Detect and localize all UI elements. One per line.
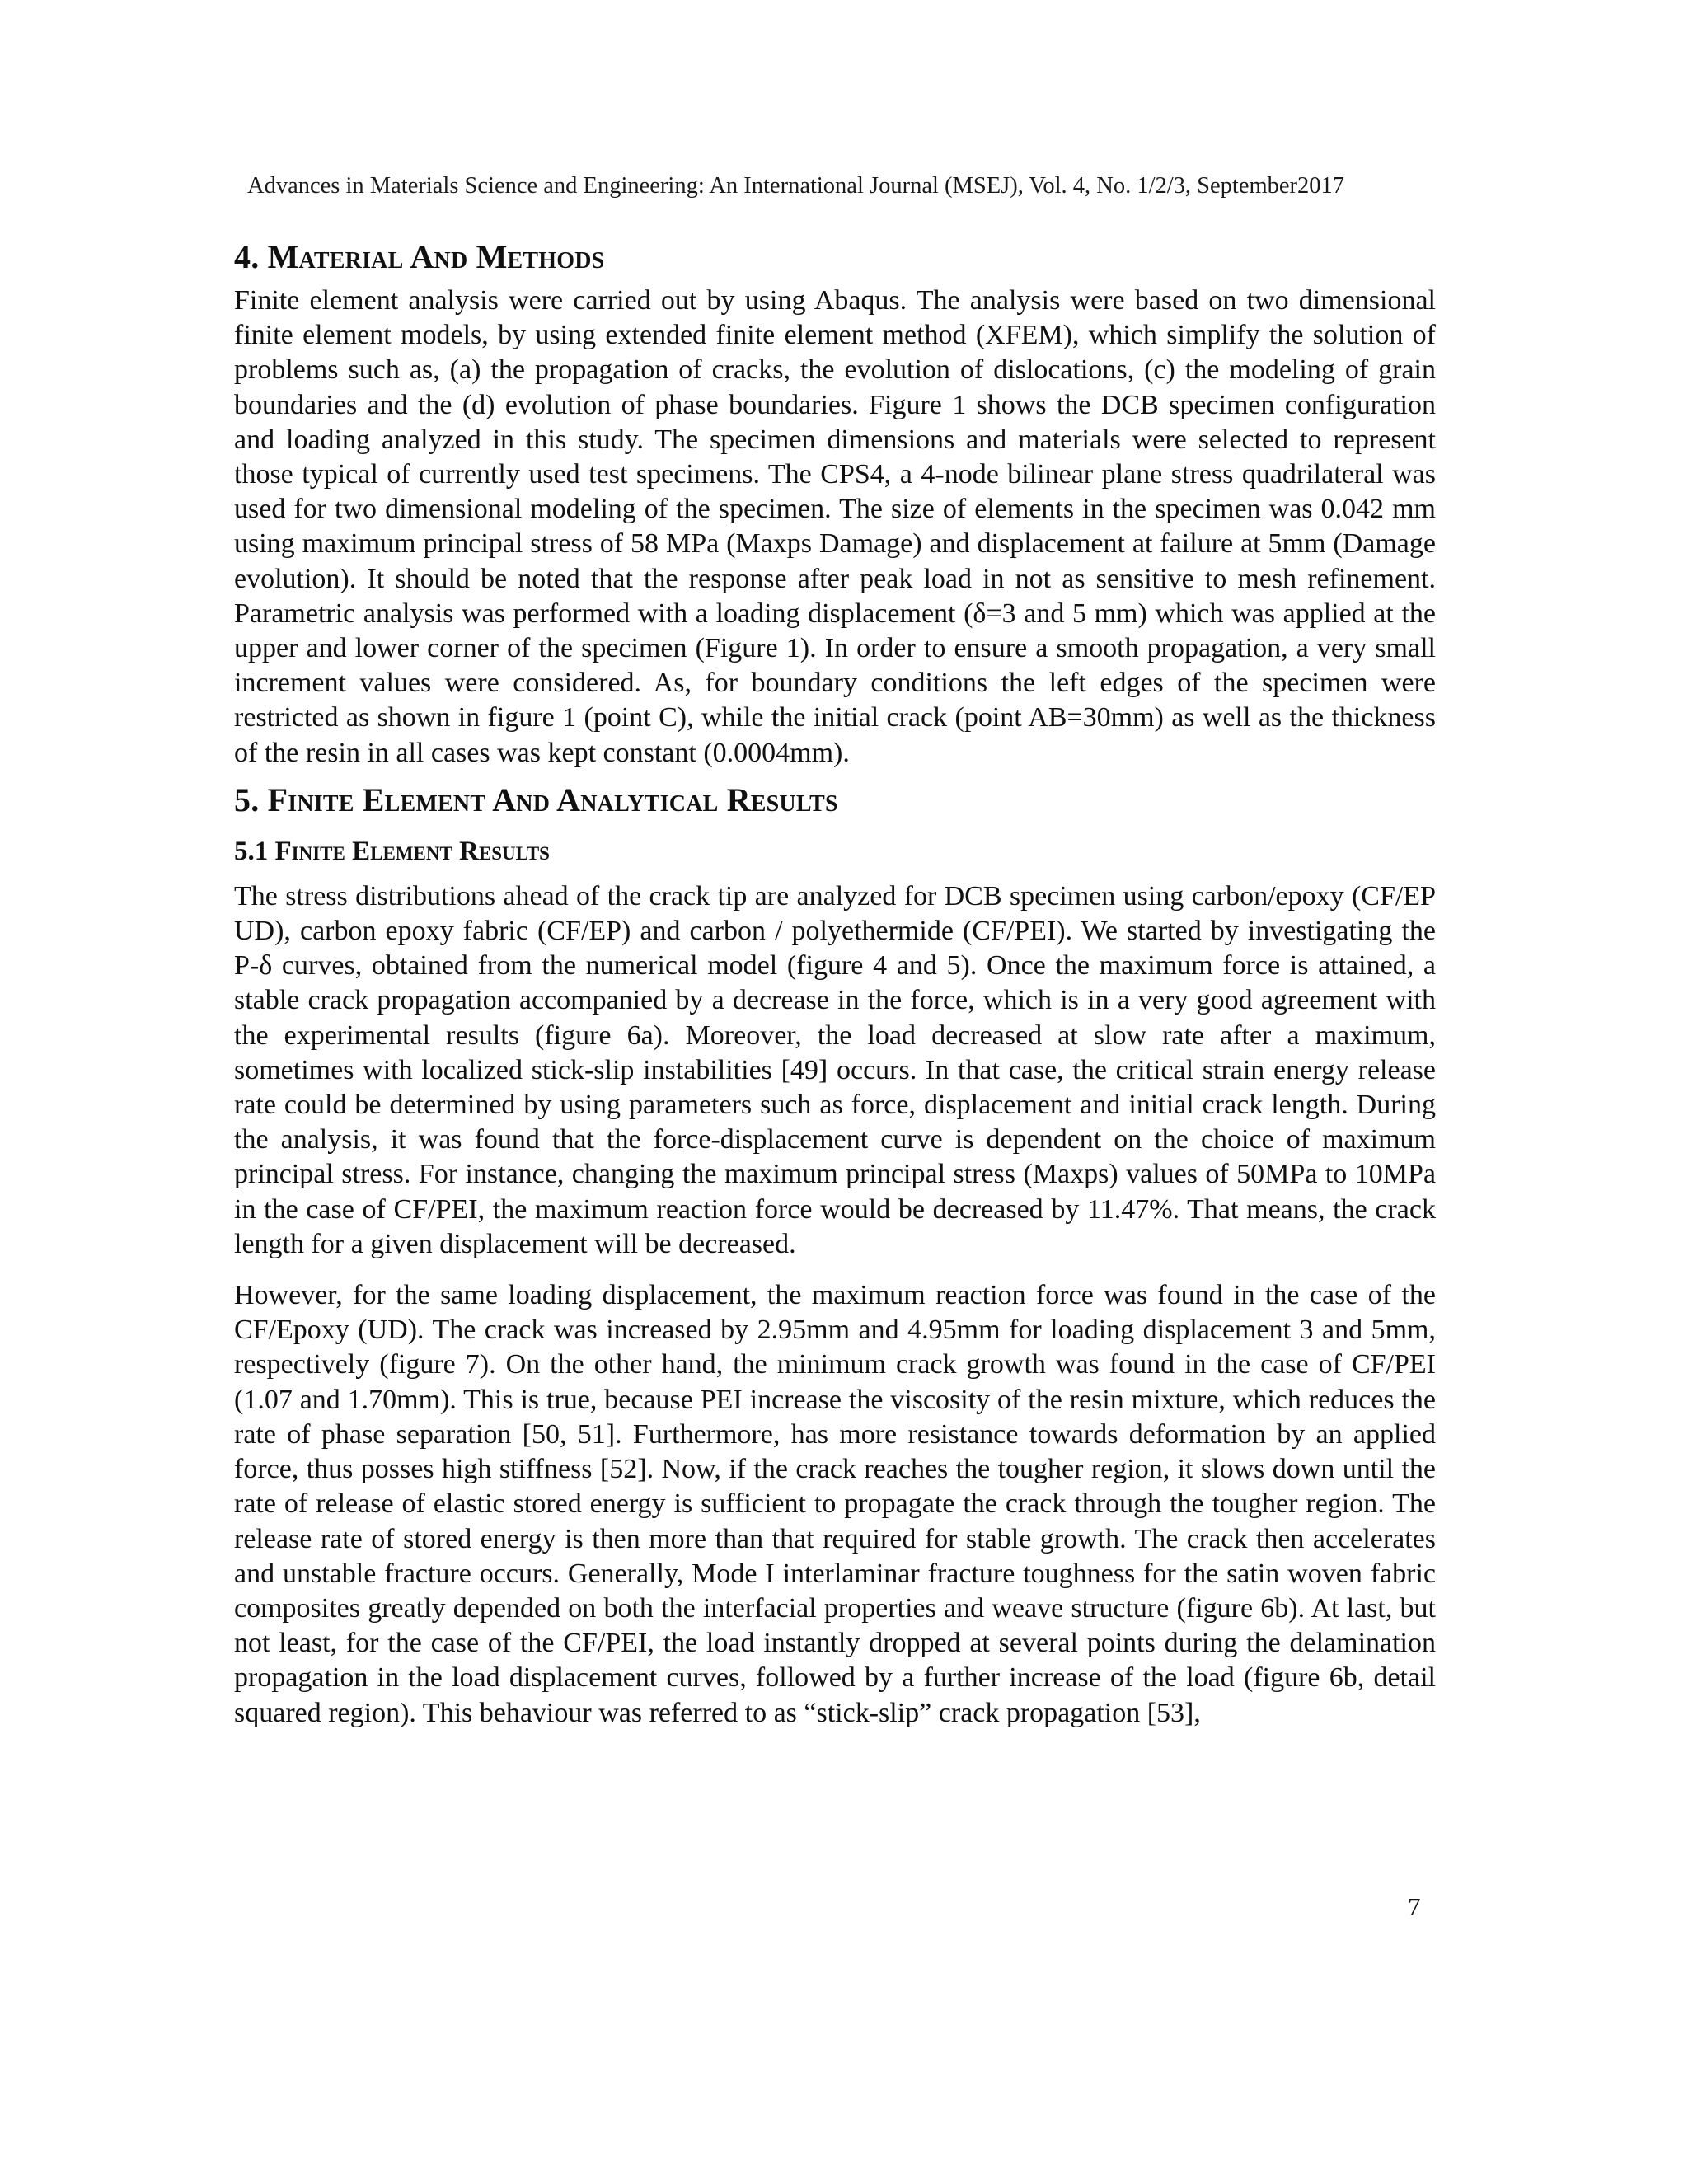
page-number: 7 [1408, 1892, 1421, 1921]
section-5-1-paragraph-1: The stress distributions ahead of the crack tip are analyzed for DCB specimen using carbon/epoxy (CF/EP UD), carbon epoxy fabric (CF/EP) and carbon / polyethermide (CF/PEI). We started by investigating the P-δ curves, obtained from the numerical model (figure 4 and 5). Once the maximum force is attained, a stable crack propagation accompanied by a decrease in the force, which is in a very good agreement with the experimental results (figure 6a). Moreover, the load decreased at slow rate after a maximum, sometimes with localized stick-slip instabilities [49] occurs. In that case, the critical strain energy release rate could be determined by using parameters such as force, displacement and initial crack length. During the analysis, it was found that the force-displacement curve is dependent on the choice of maximum principal stress. For instance, changing the maximum principal stress (Maxps) values of 50MPa to 10MPa in the case of CF/PEI, the maximum reaction force would be decreased by 11.47%. That means, the crack length for a given displacement will be decreased. [234, 880, 1436, 1259]
section-5-1-paragraph-2: However, for the same loading displacement, the maximum reaction force was found in the case of the CF/Epoxy (UD). The crack was increased by 2.95mm and 4.95mm for loading displacement 3 and 5mm, respectively (figure 7). On the other hand, the minimum crack growth was found in the case of CF/PEI (1.07 and 1.70mm). This is true, because PEI increase the viscosity of the resin mixture, which reduces the rate of phase separation [50, 51]. Furthermore, has more resistance towards deformation by an applied force, thus posses high stiffness [52]. Now, if the crack reaches the tougher region, it slows down until the rate of release of elastic stored energy is sufficient to propagate the crack through the tougher region. The release rate of stored energy is then more than that required for stable growth. The crack then accelerates and unstable fracture occurs. Generally, Mode I interlaminar fracture toughness for the satin woven fabric composites greatly depended on both the interfacial properties and weave structure (figure 6b). At last, but not least, for the case of the CF/PEI, the load instantly dropped at several points during the delamination propagation in the load displacement curves, followed by a further increase of the load (figure 6b, detail squared region). This behaviour was referred to as “stick-slip” crack propagation [53], [234, 1280, 1436, 1728]
section-4-heading: 4. Material And Methods [234, 238, 605, 275]
subsection-5-1-heading: 5.1 Finite Element Results [234, 836, 550, 866]
page-content [234, 236, 1436, 1731]
section-5-heading: 5. Finite Element And Analytical Results [234, 780, 838, 818]
section-4-paragraph: Finite element analysis were carried out by using Abaqus. The analysis were based on two dimensional finite element models, by using extended finite element method (XFEM), which simplify the solution of problems such as, (a) the propagation of cracks, the evolution of dislocations, (c) the modeling of grain boundaries and the (d) evolution of phase boundaries. Figure 1 shows the DCB specimen configuration and loading analyzed in this study. The specimen dimensions and materials were selected to represent those typical of currently used test specimens. The CPS4, a 4-node bilinear plane stress quadrilateral was used for two dimensional modeling of the specimen. The size of elements in the specimen was 0.042 mm using maximum principal stress of 58 MPa (Maxps Damage) and displacement at failure at 5mm (Damage evolution). It should be noted that the response after peak load in not as sensitive to mesh refinement. Parametric analysis was performed with a loading displacement (δ=3 and 5 mm) which was applied at the upper and lower corner of the specimen (Figure 1). In order to ensure a smooth propagation, a very small increment values were considered. As, for boundary conditions the left edges of the specimen were restricted as shown in figure 1 (point C), while the initial crack (point AB=30mm) as well as the thickness of the resin in all cases was kept constant (0.0004mm). [234, 285, 1436, 768]
running-header: Advances in Materials Science and Engineering: An International Journal (MSEJ), Vol. 4, No. 1/2/3, September2017 [247, 173, 1345, 199]
